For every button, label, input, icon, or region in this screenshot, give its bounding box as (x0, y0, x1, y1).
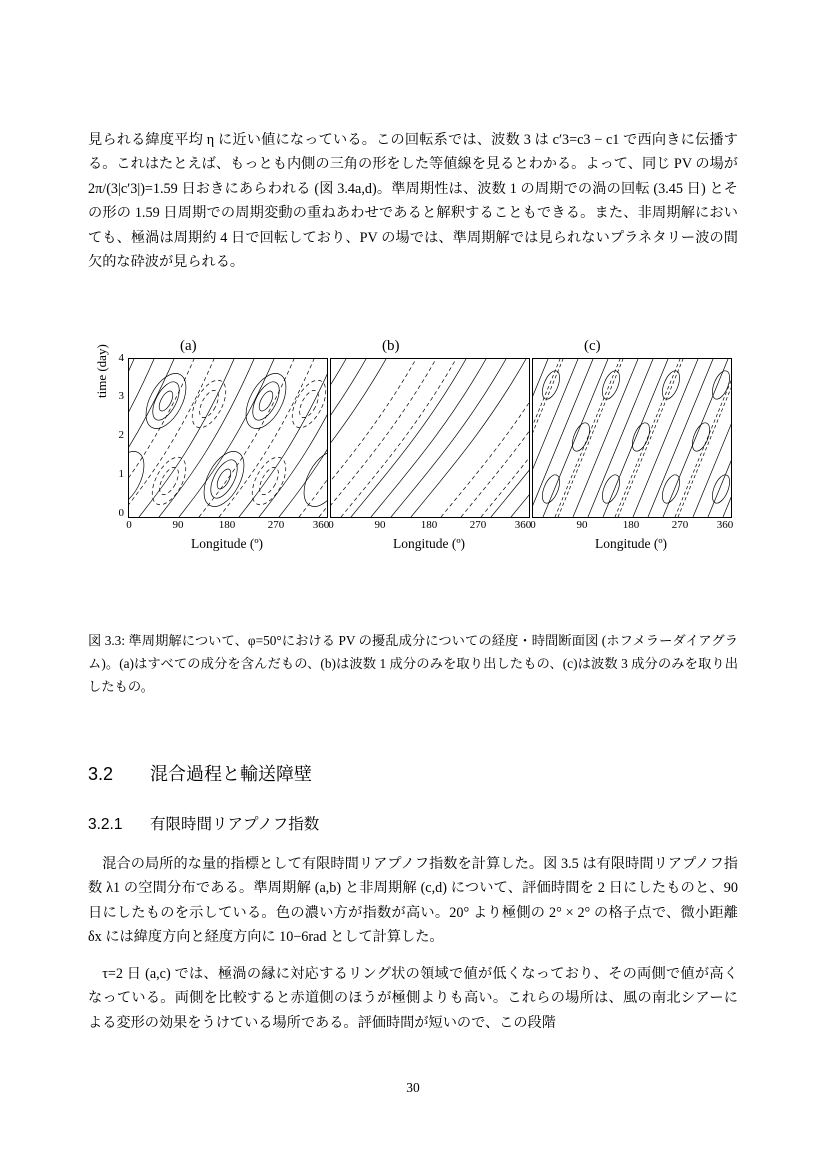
panel-b-xlabel: Longitude (º) (392, 536, 466, 551)
figure-caption: 図 3.3: 準周期解について、φ=50°における PV の擾乱成分についての経度・時間断面図 (ホフメラーダイアグラム)。(a)はすべての成分を含んだもの、(b)は波数 1 成分のみを取り出したもの、(c)は波数 3 成分のみを取り出したもの。 (88, 633, 738, 694)
figure-panels (88, 318, 738, 558)
section-number-3-2: 3.2 (88, 764, 114, 784)
panel-a-xlabel: Longitude (º) (190, 536, 264, 551)
panel-b (328, 338, 532, 551)
intro-paragraph-block (88, 128, 738, 275)
panel-c-xtick-2: 180 (622, 519, 640, 531)
panel-c-contours (533, 359, 731, 517)
panel-a-ytick-0: 0 (118, 507, 124, 519)
subsection-title-3-2-1: 有限時間リアプノフ指数 (150, 816, 320, 833)
ftle-paragraph-2: τ=2 日 (a,c) では、極渦の縁に対応するリング状の領域で値が低くなっており、その両側で値が高くなっている。両側を比較すると赤道側のほうが極側よりも高い。これらの場所は、風の南北シアーによる変形の効果をうけている場所である。評価時間が短いので、この段階 (88, 966, 738, 1031)
panel-c-xtick-4: 360 (716, 519, 734, 531)
panel-c (530, 338, 734, 551)
panel-a-ylabel: time (day) (94, 344, 109, 398)
panel-a-xtick-4: 360 (312, 519, 330, 531)
panel-c-xlabel: Longitude (º) (594, 536, 668, 551)
page-number: 30 (406, 1080, 420, 1095)
subsection-heading-3-2-1 (88, 812, 319, 834)
ftle-paragraph-1-block (88, 852, 738, 950)
panel-b-xtick-3: 270 (469, 519, 487, 531)
panel-a-plot (128, 358, 328, 518)
panel-a-xtick-0: 0 (126, 519, 132, 531)
panel-a-label: (a) (180, 338, 197, 354)
figure-3-3 (88, 318, 738, 588)
panel-b-plot (330, 358, 530, 518)
panel-a-contours (129, 359, 327, 517)
section-title-3-2: 混合過程と輸送障壁 (150, 764, 312, 784)
panel-c-xtick-3: 270 (671, 519, 689, 531)
panel-a-ytick-3: 3 (118, 390, 124, 402)
panel-a-xtick-3: 270 (267, 519, 285, 531)
ftle-paragraph-1: 混合の局所的な量的指標として有限時間リアプノフ指数を計算した。図 3.5 は有限時間リアプノフ指数 λ1 の空間分布である。準周期解 (a,b) と非周期解 (c,d) について、評価時間を 2 日にしたものと、90 日にしたものを示している。色の濃い方が指数が高い。20° より極側の 2° × 2° の格子点で、微小距離 δx には緯度方向と経度方向に 10−6rad として計算した。 (88, 856, 738, 946)
panel-b-xtick-1: 90 (374, 519, 386, 531)
panel-b-xtick-4: 360 (514, 519, 532, 531)
panel-a-xtick-2: 180 (218, 519, 236, 531)
panel-b-label: (b) (382, 338, 400, 354)
section-heading-3-2 (88, 760, 312, 786)
intro-paragraph: 見られる緯度平均 η に近い値になっている。この回転系では、波数 3 は c′3=c3 − c1 で西向きに伝播する。これはたとえば、もっとも内側の三角の形をした等値線を見るとわかる。よって、同じ PV の場が 2π/(3|c′3|)=1.59 日おきにあらわれる (図 3.4a,d)。準周期性は、波数 1 の周期での渦の回転 (3.45 日) とその形の 1.59 日周期での周期変動の重ねあわせであると解釈することもできる。また、非周期解においても、極渦は周期約 4 日で回転しており、PV の場では、準周期解では見られないプラネタリー波の間欠的な砕波が見られる。 (88, 132, 738, 271)
panel-c-label: (c) (584, 338, 601, 354)
subsection-number-3-2-1: 3.2.1 (88, 816, 123, 833)
panel-c-plot (532, 358, 732, 518)
panel-b-xtick-2: 180 (420, 519, 438, 531)
panel-a (94, 338, 330, 551)
panel-a-xtick-1: 90 (172, 519, 184, 531)
panel-a-ytick-1: 1 (118, 468, 124, 480)
panel-b-xtick-0: 0 (328, 519, 334, 531)
ftle-paragraph-2-block (88, 962, 738, 1035)
panel-a-ytick-2: 2 (118, 429, 124, 441)
panel-c-xtick-0: 0 (530, 519, 536, 531)
panel-a-ytick-4: 4 (118, 352, 124, 364)
panel-b-contours (331, 359, 529, 517)
panel-c-xtick-1: 90 (576, 519, 588, 531)
